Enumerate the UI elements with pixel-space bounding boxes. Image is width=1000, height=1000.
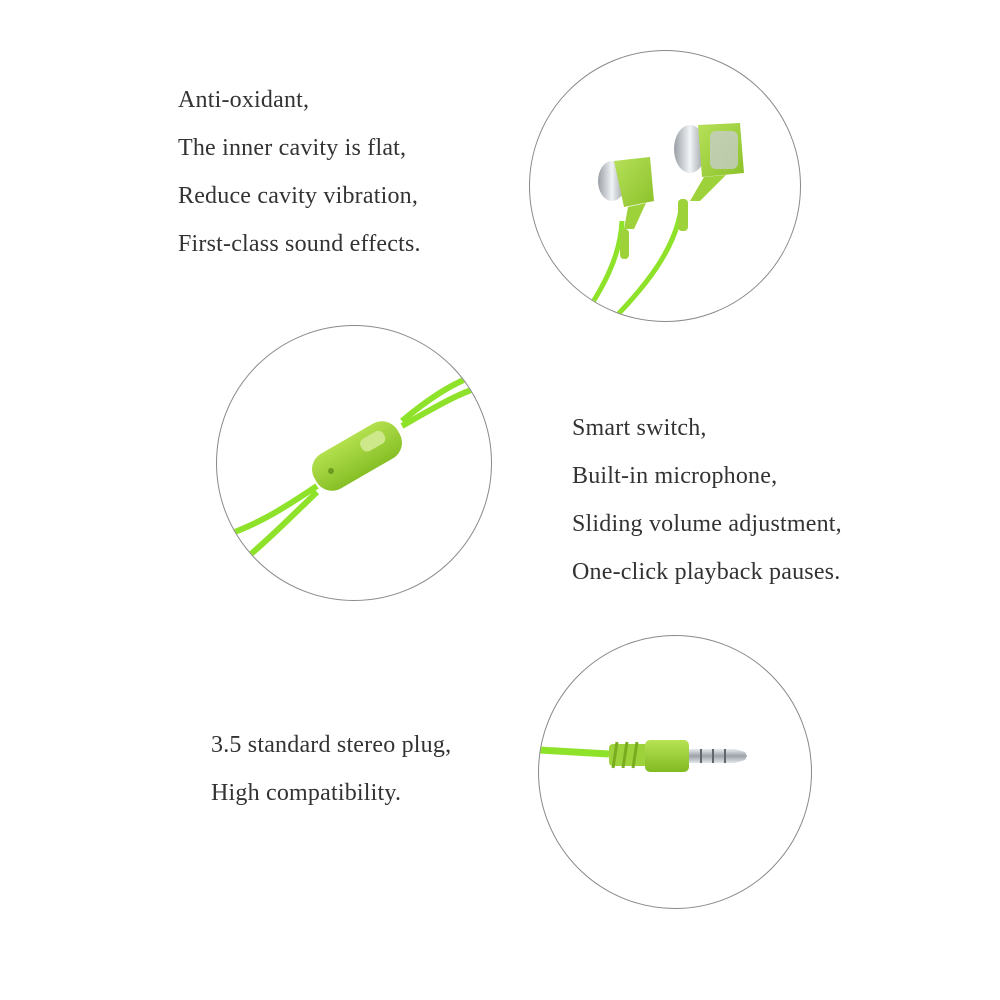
feature-line: Smart switch,: [572, 415, 707, 441]
audio-plug-photo: [538, 635, 812, 909]
feature-line: One-click playback pauses.: [572, 559, 841, 585]
earbuds-feature-text: [178, 76, 421, 268]
feature-line: The inner cavity is flat,: [178, 135, 407, 161]
remote-feature-text: [572, 404, 842, 596]
feature-line: Anti-oxidant,: [178, 87, 310, 113]
plug-feature-text: [211, 721, 451, 817]
inline-remote-photo: [216, 325, 492, 601]
feature-line: 3.5 standard stereo plug,: [211, 732, 452, 758]
feature-line: High compatibility.: [211, 780, 402, 806]
feature-line: Reduce cavity vibration,: [178, 183, 419, 209]
feature-line: Sliding volume adjustment,: [572, 511, 842, 537]
feature-line: First-class sound effects.: [178, 231, 421, 257]
feature-line: Built-in microphone,: [572, 463, 778, 489]
earbuds-photo: [529, 50, 801, 322]
